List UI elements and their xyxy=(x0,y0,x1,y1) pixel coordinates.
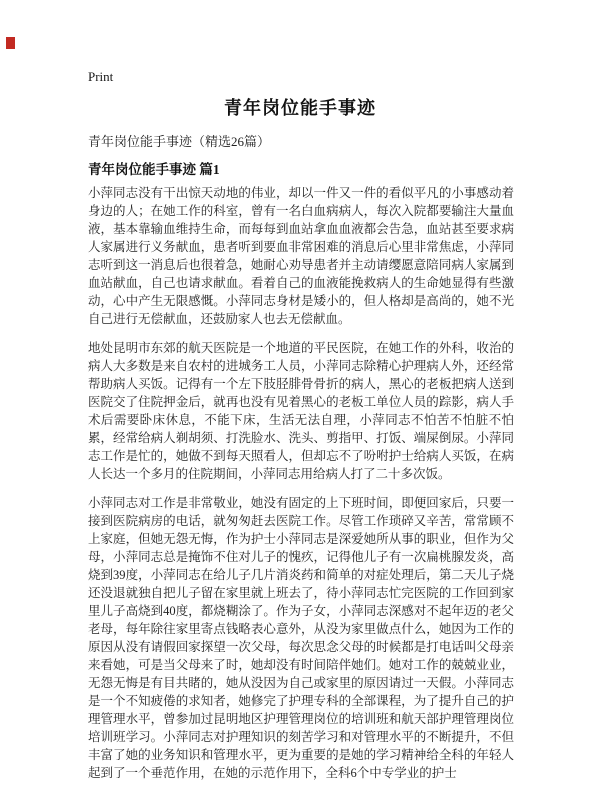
article-paragraph: 小萍同志对工作是非常敬业，她没有固定的上下班时间，即便回家后，只要一接到医院病房的电话，就匆匆赶去医院工作。尽管工作琐碎又辛苦，常常顾不上家庭，但她无怨无悔，作为护士小萍同志是深爱她所从事的职业，但作为父母，小萍同志总是掩饰不住对儿子的愧疚，记得他儿子有一次扁桃腺发炎，高烧到39度，小萍同志在给儿子几片消炎药和简单的对症处理后，第二天儿子烧还没退就独自把儿子留在家里就上班去了，待小萍同志忙完医院的工作回到家里儿子高烧到40度，都烧糊涂了。作为子女，小萍同志深感对不起年迈的老父老母，每年除往家里寄点钱略表心意外，从没为家里做点什么，她因为工作的原因从没有请假回家探望一次父母，每次思念父母的时候都是打电话叫父母亲来看她，可是当父母来了时，她却没有时间陪伴她们。她对工作的兢兢业业，无怨无悔是有目共睹的，她从没因为自己或家里的原因请过一天假。小萍同志是一个不知疲倦的求知者，她修完了护理专科的全部课程，为了提升自己的护理管理水平，曾参加过昆明地区护理管理岗位的培训班和航天部护理管理岗位培训班学习。小萍同志对护理知识的刻苦学习和对管理水平的不断提升，不但丰富了她的业务知识和管理水平，更为重要的是她的学习精神给全科的年轻人起到了一个垂范作用，在她的示范作用下，全科6个中专学业的护士 xyxy=(88,496,514,780)
red-marker-icon xyxy=(6,37,15,49)
page-title: 青年岗位能手事迹 xyxy=(224,98,376,118)
print-link[interactable]: Print xyxy=(88,69,114,84)
article-body xyxy=(88,184,514,793)
page-subtitle: 青年岗位能手事迹（精选26篇） xyxy=(88,134,271,149)
article-paragraph: 地处昆明市东郊的航天医院是一个地道的平民医院，在她工作的外科，收治的病人大多数是来自农村的进城务工人员，小萍同志除精心护理病人外，还经常帮助病人买饭。记得有一个左下肢胫腓骨骨折的病人，黑心的老板把病人送到医院交了住院押金后，就再也没有见着黑心的老板工单位人员的踪影，病人手术后需要卧床休息，不能下床，生活无法自理，小萍同志不怕苦不怕脏不怕累，经常给病人剃胡须、打洗脸水、洗头、剪指甲、打饭、端屎倒尿。小萍同志工作是忙的，她做不到每天照看人，但却忘不了吩咐护士给病人买饭，在病人长达一个多月的住院期间，小萍同志用给病人打了二十多次饭。 xyxy=(88,341,514,481)
section-heading: 青年岗位能手事迹 篇1 xyxy=(88,162,220,177)
article-paragraph: 小萍同志没有干出惊天动地的伟业，却以一件又一件的看似平凡的小事感动着身边的人；在她工作的科室，曾有一名白血病病人，每次入院都要输注大量血液，基本靠输血维持生命，而每每到血站拿血血液都会告急，血站甚至要求病人家属进行义务献血，患者听到要血非常困难的消息后心里非常焦虑，小萍同志听到这一消息后也很着急，她耐心劝导患者并主动请缨愿意陪同病人家属到血站献血，自己也请求献血。看着自己的血液能挽救病人的生命她显得有些激动，心中产生无限感慨。小萍同志身材是矮小的，但人格却是高尚的，她不光自己进行无偿献血，还鼓励家人也去无偿献血。 xyxy=(88,186,514,326)
